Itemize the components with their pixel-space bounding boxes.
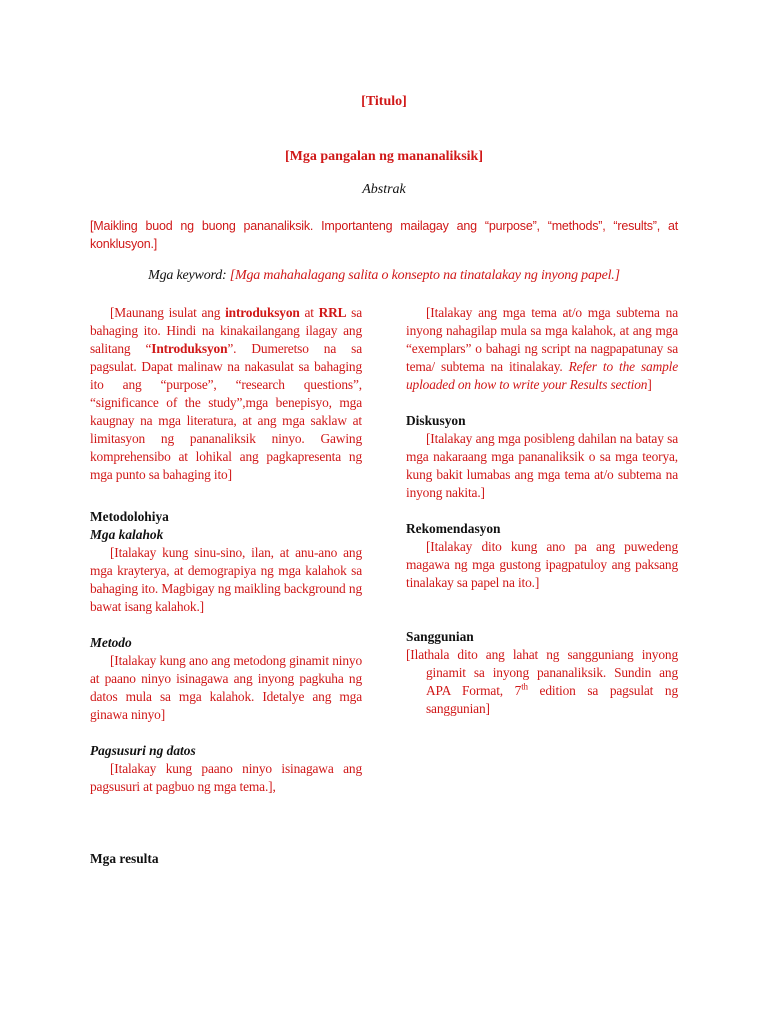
intro-paragraph [90, 304, 362, 484]
references-text-end: edition sa pagsulat ng sanggunian] [426, 683, 678, 716]
participants-body: [Italakay kung sinu-sino, ilan, at anu-ano ang mga krayterya, at demograpiya ng mga kalahok sa bahaging ito. Magbigay ng maikling background ng bawat isang kalahok.] [90, 545, 362, 614]
results-italic-text: Refer to the sample uploaded on how to write your Results section [406, 359, 678, 392]
paper-authors: [Mga pangalan ng mananaliksik] [285, 149, 483, 164]
intro-text: at [299, 305, 319, 320]
discussion-heading: Diskusyon [406, 413, 466, 428]
method-heading: Metodo [90, 635, 132, 650]
right-column [406, 304, 678, 718]
methodology-heading: Metodolohiya [90, 509, 169, 524]
intro-bold: RRL [318, 305, 347, 320]
results-body [406, 304, 678, 394]
abstract-heading: Abstrak [362, 182, 406, 197]
keywords-line [90, 268, 678, 284]
references-body [406, 646, 678, 718]
recommendation-body: [Italakay dito kung ano pa ang puwedeng magawa ng mga gustong ipagpatuloy ang paksang tinalakay sa papel na ito.] [406, 539, 678, 590]
method-body: [Italakay kung ano ang metodong ginamit ninyo at paano ninyo isinagawa ang inyong pagkuha ng datos mula sa mga kalahok. Idetalye ang mga ginawa ninyo] [90, 653, 362, 722]
references-heading: Sanggunian [406, 629, 474, 644]
recommendation-heading: Rekomendasyon [406, 521, 501, 536]
intro-bold: Introduksyon [151, 341, 228, 356]
paper-title: [Titulo] [361, 94, 407, 109]
intro-bold: introduksyon [225, 305, 300, 320]
intro-text: sa bahaging ito. Hindi na kinakailangang ilagay ang salitang “ [90, 305, 362, 356]
intro-text: ”. Dumeretso na sa pagsulat. Dapat malinaw na nakasulat sa bahaging ito ang “purpose”, “research questions”, “significance of the study”,mga benepisyo, mga kaugnay na mga literatura, at ang mga saklaw at limitasyon ng pananaliksik ninyo. Gawing komprehensibo at lohikal ang pagkapresenta ng mga punto sa bahaging ito] [90, 341, 362, 482]
left-column [90, 304, 362, 868]
intro-text: [Maunang isulat ang [110, 305, 226, 320]
superscript: th [521, 681, 528, 692]
discussion-body: [Italakay ang mga posibleng dahilan na batay sa mga nakaraang mga pananaliksik o sa mga teorya, kung bakit lumabas ang mga tema at/o subtema na inyong nakita.] [406, 431, 678, 500]
participants-heading: Mga kalahok [90, 527, 164, 542]
analysis-body: [Italakay kung paano ninyo isinagawa ang pagsusuri at pagbuo ng mga tema.], [90, 761, 362, 794]
references-text: [Ilathala dito ang lahat ng sangguniang inyong ginamit sa inyong pananaliksik. Sundin ang APA Format, 7 [406, 647, 678, 698]
keywords-text: [Mga mahahalagang salita o konsepto na tinatalakay ng inyong papel.] [229, 268, 620, 283]
keywords-label: Mga keyword: [148, 268, 230, 283]
analysis-heading: Pagsusuri ng datos [90, 743, 196, 758]
abstract-body: [Maikling buod ng buong pananaliksik. Importanteng mailagay ang “purpose”, “methods”, “results”, at konklusyon.] [90, 219, 678, 251]
results-text-end: ] [647, 377, 652, 392]
results-heading: Mga resulta [90, 851, 159, 866]
results-text: [Italakay ang mga tema at/o mga subtema na inyong nahagilap mula sa mga kalahok, at ang mga “exemplars” o bahagi ng script na nagpapatunay sa tema/ subtema na itinalakay. [406, 305, 678, 374]
